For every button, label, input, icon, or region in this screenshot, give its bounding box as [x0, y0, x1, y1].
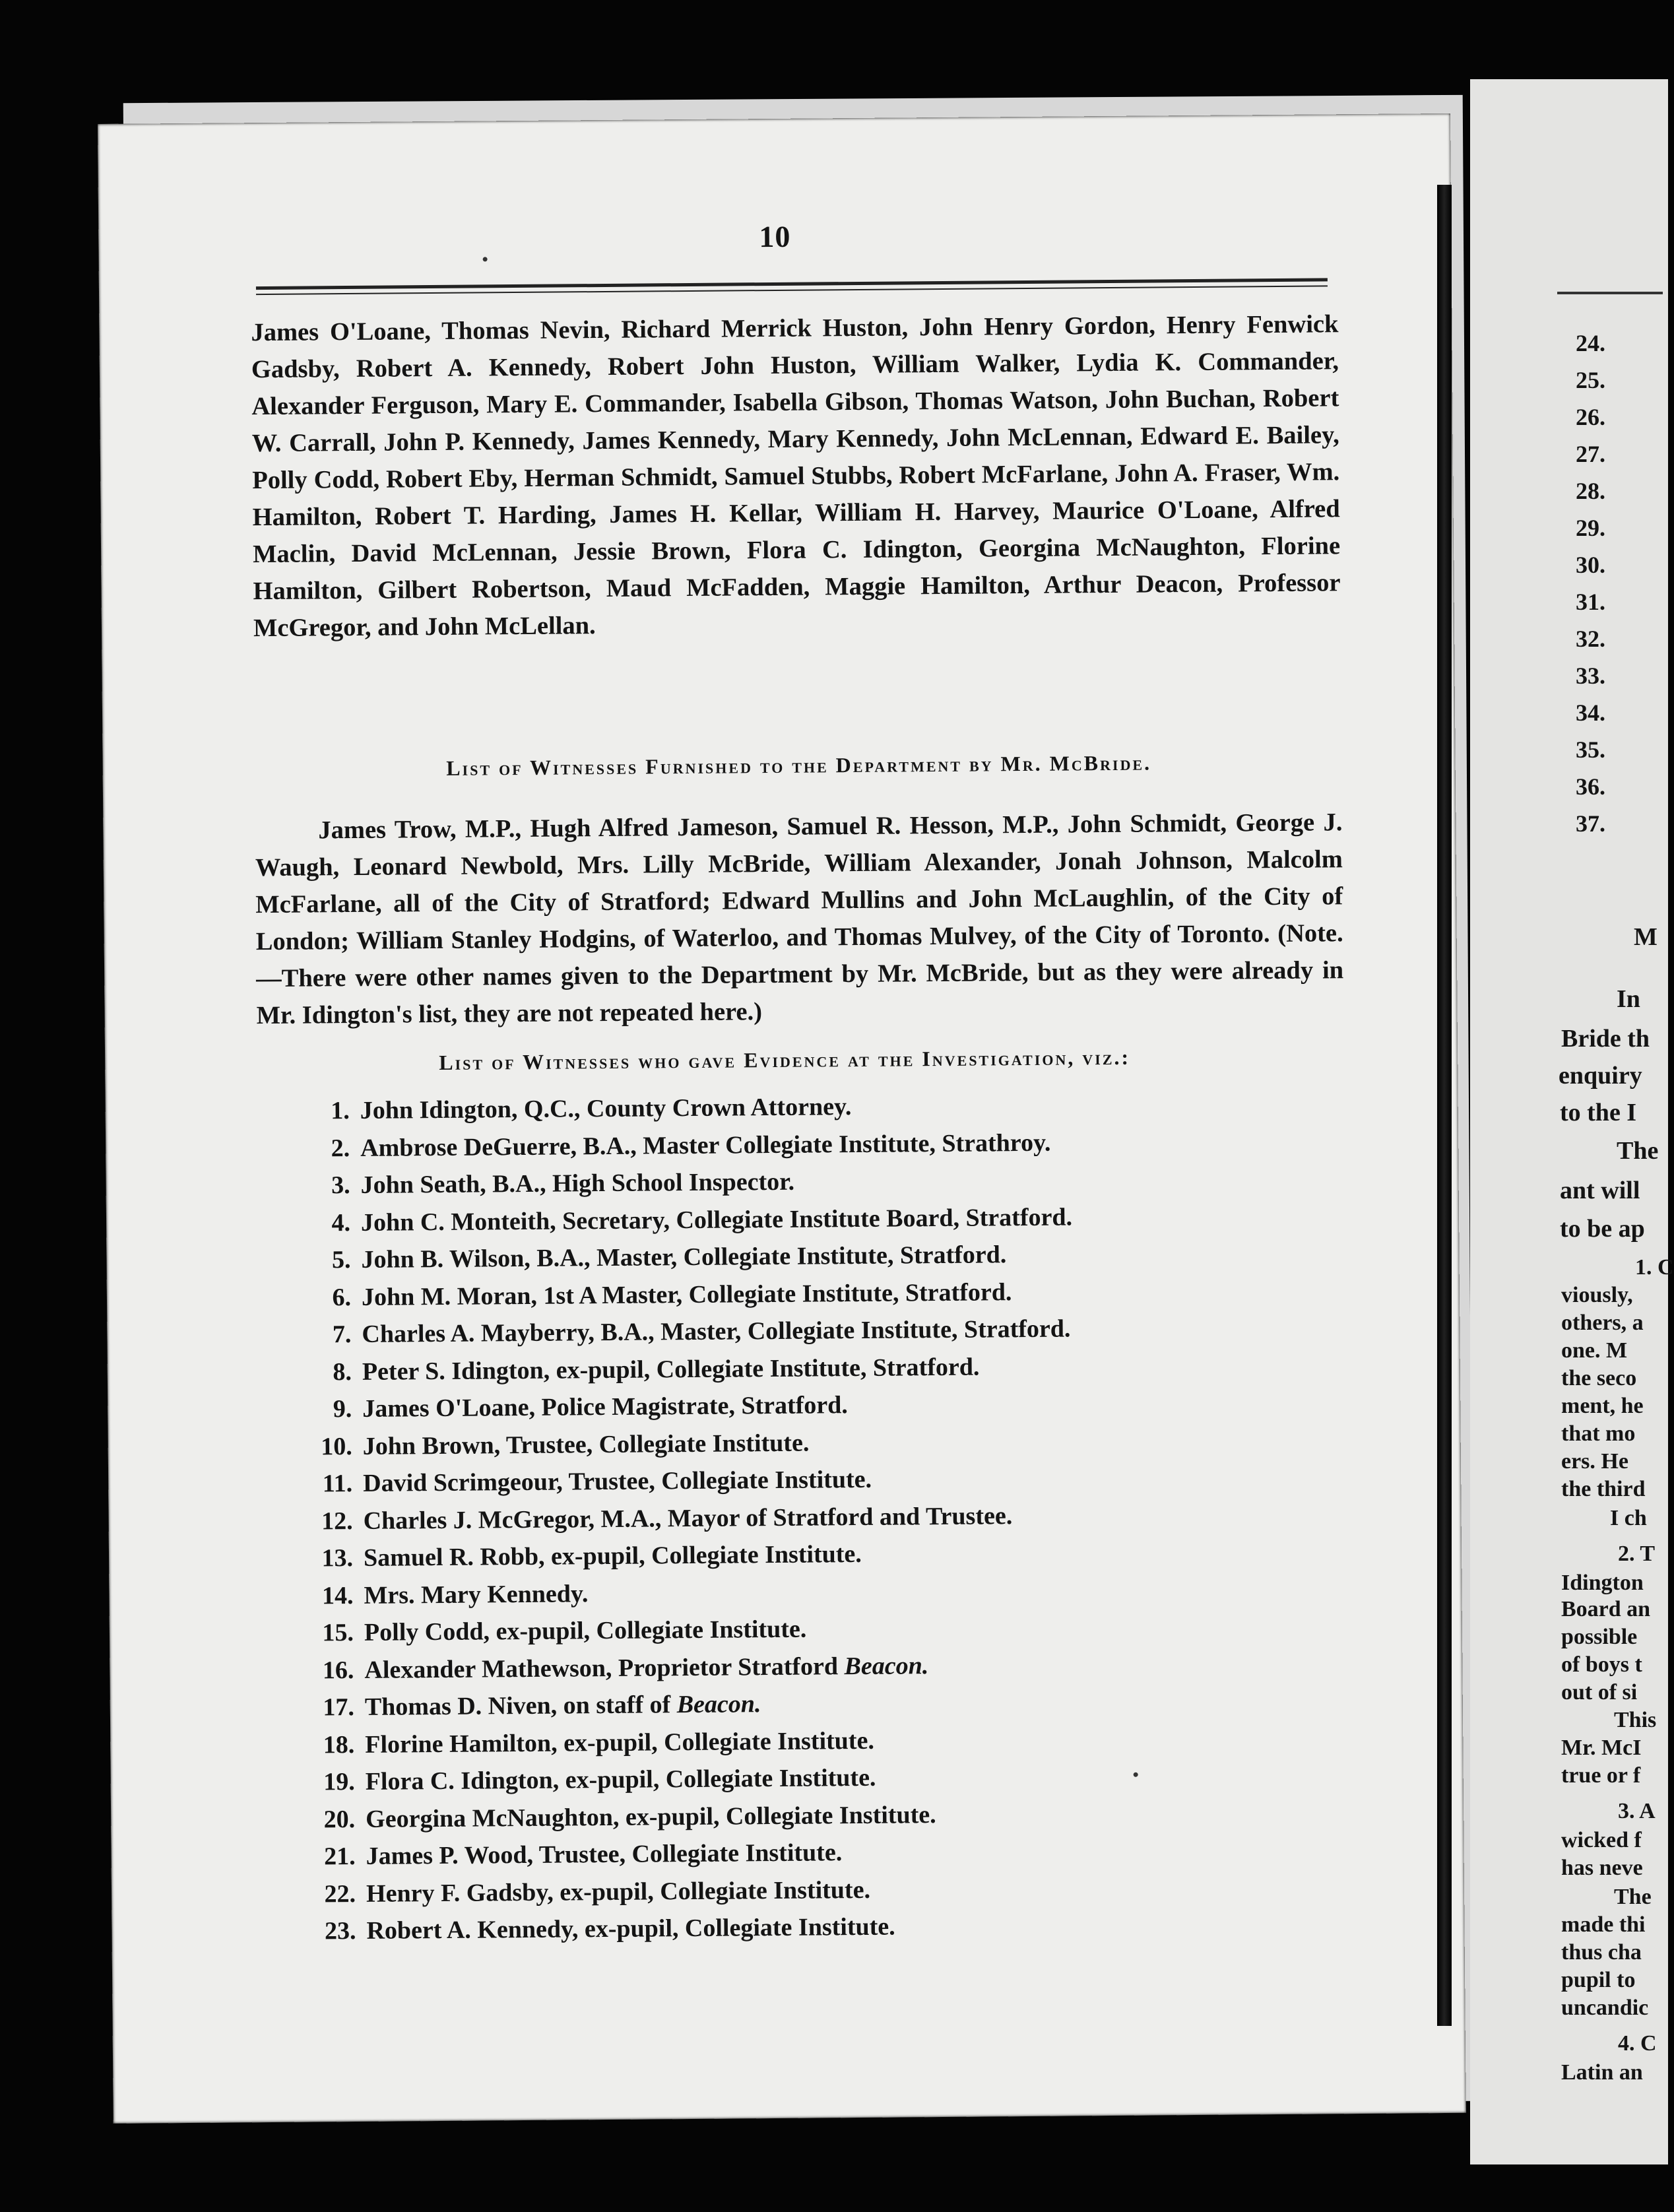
- right-page-fragment: made thi: [1561, 1912, 1646, 1937]
- right-page-number: 33.: [1576, 663, 1605, 689]
- speck: [1134, 1773, 1138, 1777]
- witness-text: John Seath, B.A., High School Inspector.: [360, 1167, 795, 1199]
- witness-number: 12.: [321, 1507, 353, 1535]
- witness-text: James O'Loane, Police Magistrate, Stratford.: [362, 1391, 848, 1423]
- right-page-fragment: M: [1634, 923, 1658, 951]
- witness-text: John C. Monteith, Secretary, Collegiate Institute Board, Stratford.: [360, 1202, 1073, 1237]
- right-page-number: 37.: [1576, 810, 1605, 837]
- right-page-number: 32.: [1576, 626, 1605, 652]
- right-page-fragment: that mo: [1561, 1421, 1636, 1446]
- witness-number: 6.: [332, 1283, 352, 1311]
- right-page-fragment: 2. T: [1618, 1542, 1656, 1566]
- right-page-fragment: others, a: [1561, 1311, 1644, 1335]
- witness-number: 10.: [321, 1432, 352, 1460]
- witness-text: Samuel R. Robb, ex-pupil, Collegiate Institute.: [363, 1540, 862, 1572]
- witness-number: 7.: [332, 1320, 352, 1349]
- right-page-fragment: viously,: [1561, 1283, 1633, 1307]
- right-page-number: 35.: [1576, 736, 1605, 763]
- right-page-fragment: This: [1614, 1708, 1657, 1732]
- witness-number: 19.: [323, 1768, 355, 1796]
- witness-number: 1.: [331, 1097, 350, 1125]
- right-page-fragment: Bride th: [1561, 1025, 1650, 1053]
- witness-italic-text: Beacon.: [844, 1651, 929, 1680]
- evidence-witness-heading: List of Witnesses who gave Evidence at the Investigation, viz.:: [439, 1045, 1131, 1074]
- right-page-number: 30.: [1576, 552, 1605, 578]
- right-page-number: 25.: [1576, 367, 1605, 393]
- right-page-fragment: one. M: [1561, 1338, 1628, 1363]
- right-page-fragment: of boys t: [1561, 1652, 1642, 1677]
- witness-number: 11.: [322, 1470, 353, 1498]
- left-page: [98, 114, 1466, 2124]
- witness-text: John B. Wilson, B.A., Master, Collegiate Institute, Stratford.: [361, 1241, 1007, 1274]
- page-number: 10: [759, 219, 791, 254]
- right-page-fragment: to the I: [1560, 1099, 1637, 1126]
- right-page-fragment: has neve: [1561, 1856, 1643, 1880]
- right-page-fragment: The: [1617, 1137, 1659, 1165]
- witness-number: 16.: [322, 1656, 354, 1684]
- right-page-fragment: true or f: [1561, 1763, 1641, 1788]
- witness-text: Alexander Mathewson, Proprietor Stratford: [364, 1652, 845, 1684]
- right-page-fragment: 3. A: [1618, 1799, 1656, 1823]
- right-page-number: 36.: [1576, 773, 1605, 800]
- witness-text: Georgina McNaughton, ex-pupil, Collegiate Institute.: [366, 1800, 936, 1833]
- witness-number: 3.: [331, 1171, 350, 1200]
- right-page-fragment: ant will: [1560, 1177, 1640, 1204]
- right-page-number: 28.: [1576, 478, 1605, 504]
- witness-number: 4.: [331, 1208, 351, 1237]
- witness-text: James P. Wood, Trustee, Collegiate Institute.: [366, 1838, 843, 1870]
- right-page-fragment: Mr. McI: [1561, 1736, 1642, 1760]
- right-page-fragment: ment, he: [1561, 1394, 1644, 1418]
- witness-text: Florine Hamilton, ex-pupil, Collegiate Institute.: [365, 1726, 875, 1759]
- right-page-number: 24.: [1576, 330, 1605, 356]
- evidence-witness-list: [304, 1085, 1300, 1950]
- witness-text: Polly Codd, ex-pupil, Collegiate Institute.: [364, 1615, 807, 1646]
- right-page-number: 27.: [1576, 441, 1605, 467]
- witness-number: 20.: [323, 1805, 356, 1833]
- right-page-fragment: Idington: [1561, 1571, 1644, 1595]
- witness-item: [309, 1905, 1299, 1950]
- right-page-number: 29.: [1576, 515, 1605, 541]
- witness-text: Thomas D. Niven, on staff of: [364, 1691, 677, 1721]
- witness-text: Charles A. Mayberry, B.A., Master, Collegiate Institute, Stratford.: [362, 1315, 1071, 1348]
- right-page-number: 31.: [1576, 589, 1605, 615]
- right-page-fragment: 4. C: [1618, 2031, 1657, 2056]
- witness-text: John Brown, Trustee, Collegiate Institute.: [362, 1429, 810, 1460]
- right-page-numbers: [1576, 325, 1605, 842]
- right-page-fragment: Board an: [1561, 1597, 1651, 1621]
- witness-text: David Scrimgeour, Trustee, Collegiate Institute.: [363, 1465, 872, 1497]
- right-page-fragment: Latin an: [1561, 2060, 1643, 2085]
- right-page-fragment: thus cha: [1561, 1940, 1642, 1965]
- right-page-fragment: enquiry: [1559, 1062, 1642, 1090]
- right-page-rule: [1557, 292, 1663, 294]
- mcbride-witness-heading: List of Witnesses Furnished to the Department by Mr. McBride.: [446, 750, 1152, 780]
- witness-names-paragraph: James O'Loane, Thomas Nevin, Richard Merrick Huston, John Henry Gordon, Henry Fenwick Gadsby, Robert A. Kennedy, Robert John Huston, William Walker, Lydia K. Commander, Alexander Ferguson, Mary E. Commander, Isabella Gibson, Thomas Watson, John Buchan, Robert W. Carrall, John P. Kennedy, James Kennedy, Mary Kennedy, John McLennan, Edward E. Bailey, Polly Codd, Robert Eby, Herman Schmidt, Samuel Stubbs, Robert McFarlane, John A. Fraser, Wm. Hamilton, Robert T. Harding, James H. Kellar, William H. Harvey, Maurice O'Loane, Alfred Maclin, David McLennan, Jessie Brown, Flora C. Idington, Georgina McNaughton, Florine Hamilton, Gilbert Robertson, Maud McFadden, Maggie Hamilton, Arthur Deacon, Professor McGregor, and John McLellan.: [251, 310, 1341, 643]
- right-page-fragment: pupil to: [1561, 1968, 1636, 1992]
- witness-number: 8.: [333, 1357, 352, 1386]
- witness-number: 18.: [323, 1730, 355, 1759]
- witness-text: Ambrose DeGuerre, B.A., Master Collegiate Institute, Strathroy.: [360, 1128, 1051, 1162]
- right-page-fragment: In: [1617, 985, 1640, 1013]
- witness-text: Peter S. Idington, ex-pupil, Collegiate Institute, Stratford.: [362, 1353, 980, 1386]
- right-page-fragment: out of si: [1561, 1680, 1638, 1705]
- witness-number: 14.: [321, 1581, 354, 1610]
- witness-number: 9.: [333, 1395, 352, 1423]
- witness-number: 21.: [323, 1842, 356, 1871]
- witness-text: Flora C. Idington, ex-pupil, Collegiate Institute.: [365, 1763, 876, 1796]
- witness-text: John Idington, Q.C., County Crown Attorney.: [360, 1093, 852, 1124]
- witness-italic-text: Beacon.: [676, 1690, 761, 1719]
- header-rule-thick: [256, 278, 1328, 290]
- witness-text: John M. Moran, 1st A Master, Collegiate Institute, Stratford.: [361, 1278, 1012, 1311]
- witness-number: 13.: [321, 1544, 354, 1573]
- mcbride-witness-paragraph: James Trow, M.P., Hugh Alfred Jameson, Samuel R. Hesson, M.P., John Schmidt, George J. Waugh, Leonard Newbold, Mrs. Lilly McBride, William Alexander, Jonah Johnson, Malcolm McFarlane, all of the City of Stratford; Edward Mullins and John McLaughlin, of the City of London; William Stanley Hodgins, of Waterloo, and Thomas Mulvey, of the City of Toronto. (Note.—There were other names given to the Department by Mr. McBride, but as they were already in Mr. Idington's list, they are not repeated here.): [255, 808, 1344, 1030]
- speck: [483, 257, 488, 261]
- witness-number: 15.: [322, 1619, 354, 1647]
- page-gutter: [1437, 185, 1452, 2026]
- right-page-fragment: to be ap: [1560, 1215, 1645, 1243]
- right-page-number: 26.: [1576, 404, 1605, 430]
- right-page-number: 34.: [1576, 699, 1605, 726]
- witness-number: 22.: [324, 1879, 356, 1908]
- right-page-fragment: uncandic: [1561, 1996, 1649, 2020]
- witness-number: 17.: [323, 1693, 355, 1722]
- right-page-fragment: the seco: [1561, 1366, 1637, 1390]
- right-page-fragment: wicked f: [1561, 1828, 1642, 1852]
- witness-text: Henry F. Gadsby, ex-pupil, Collegiate Institute.: [366, 1875, 871, 1908]
- right-page-fragment: the third: [1561, 1477, 1646, 1501]
- right-page-fragment: possible: [1561, 1625, 1638, 1649]
- right-page-fragment: I ch: [1610, 1506, 1647, 1530]
- witness-text: Mrs. Mary Kennedy.: [364, 1579, 589, 1610]
- witness-text: Charles J. McGregor, M.A., Mayor of Stratford and Trustee.: [363, 1501, 1013, 1535]
- right-page-fragment: 1. C: [1635, 1255, 1674, 1280]
- witness-number: 2.: [331, 1134, 350, 1162]
- witness-number: 23.: [324, 1917, 356, 1945]
- right-page-fragment: ers. He: [1561, 1449, 1628, 1474]
- right-page-fragment: The: [1614, 1885, 1652, 1909]
- witness-number: 5.: [331, 1246, 351, 1274]
- witness-text: Robert A. Kennedy, ex-pupil, Collegiate Institute.: [366, 1912, 895, 1945]
